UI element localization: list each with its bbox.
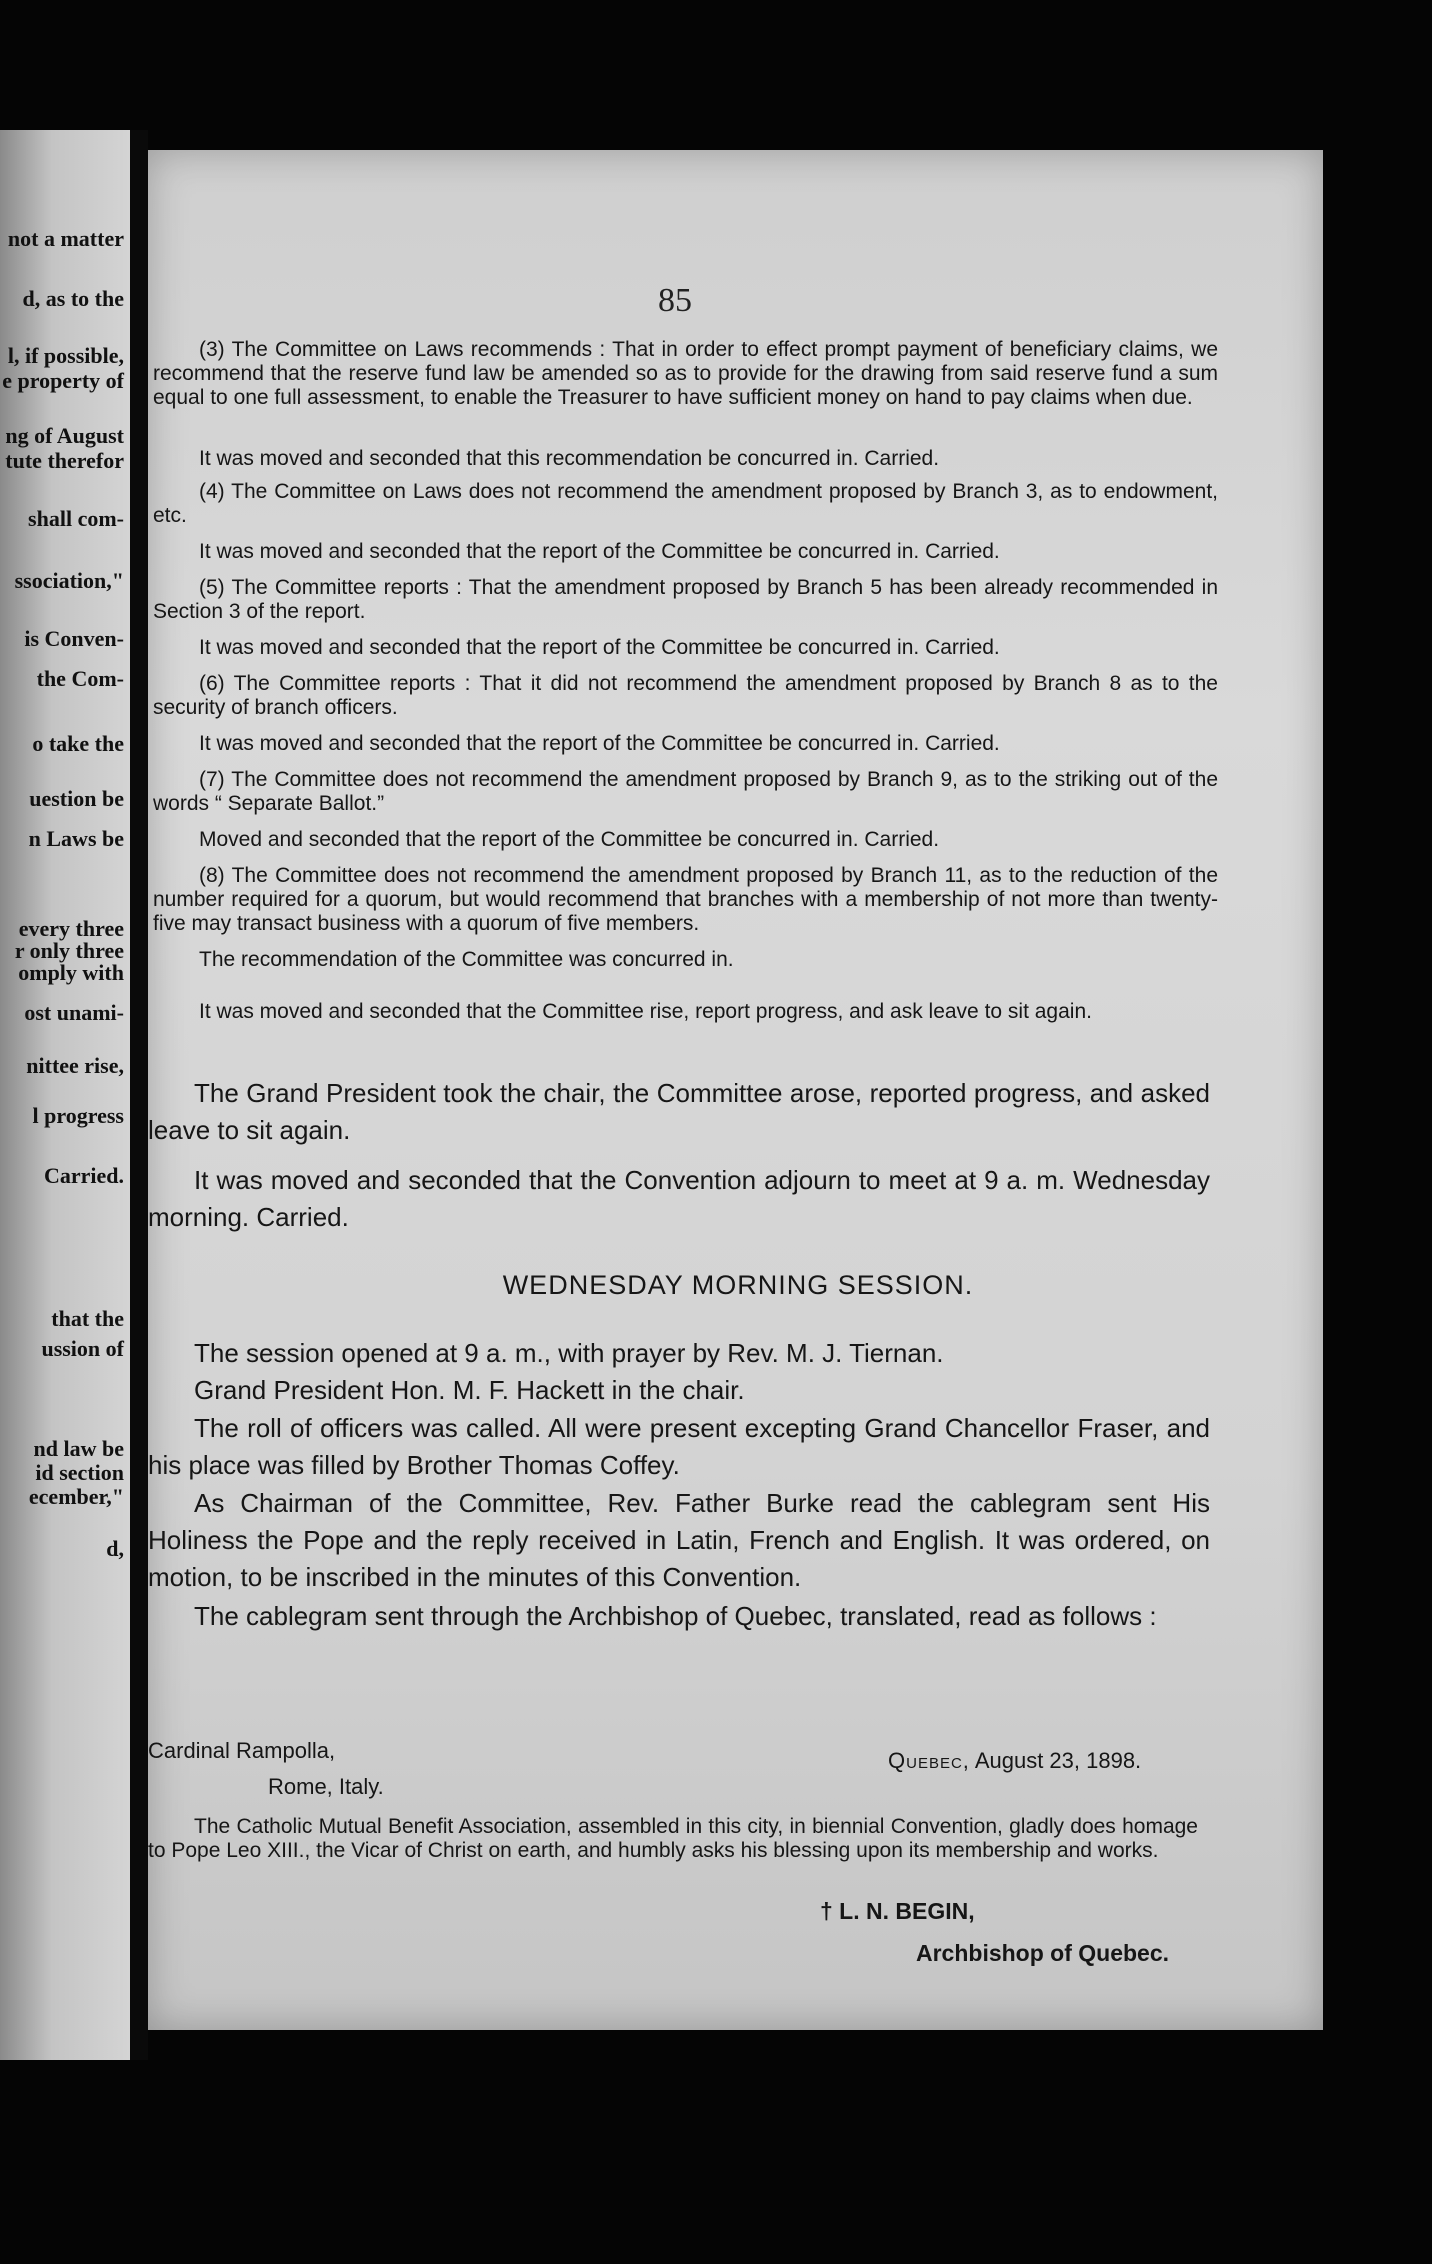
facing-page-fragment: ecember," (28, 1484, 124, 1509)
facing-page-fragment: ost unami- (24, 1000, 124, 1025)
paragraph-laws-4: (4) The Committee on Laws does not recommend the amendment proposed by Branch 3, as to endowment, etc. (153, 480, 1218, 527)
facing-page-edge (0, 130, 130, 2060)
facing-page-fragment: ussion of (41, 1336, 124, 1361)
facing-page-fragment: l progress (32, 1103, 124, 1128)
facing-page-fragment: r only three (14, 938, 124, 963)
paragraph-motion: Moved and seconded that the report of the Committee be concurred in. Carried. (199, 828, 940, 851)
letter-addressee-location: Rome, Italy. (268, 1774, 384, 1799)
facing-page-fragment: tute therefor (5, 448, 124, 473)
letter-dateline (888, 1748, 1141, 1774)
document-page (148, 150, 1323, 2030)
paragraph-recommendation: The recommendation of the Committee was concurred in. (199, 948, 734, 971)
paragraph-motion: It was moved and seconded that the report of the Committee be concurred in. Carried. (199, 636, 1000, 659)
facing-page-fragment: uestion be (29, 786, 124, 811)
facing-page-fragment: shall com- (28, 506, 124, 531)
paragraph-motion: It was moved and seconded that the report of the Committee be concurred in. Carried. (199, 540, 1000, 563)
section-heading: WEDNESDAY MORNING SESSION. (502, 1270, 974, 1300)
facing-page-fragment: not a matter (7, 226, 124, 251)
paragraph-laws-6: (6) The Committee reports : That it did not recommend the amendment proposed by Branch 8 as to the security of branch officers. (153, 672, 1218, 719)
facing-page-fragment: n Laws be (28, 826, 124, 851)
letter-body: The Catholic Mutual Benefit Association, assembled in this city, in biennial Convention, gladly does homage to Pope Leo XIII., the Vicar of Christ on earth, and humbly asks his blessing upon its membership and works. (148, 1815, 1198, 1862)
letter-signature-title: Archbishop of Quebec. (916, 1940, 1170, 1966)
book-gutter (130, 130, 148, 2060)
paragraph-laws-8: (8) The Committee does not recommend the amendment proposed by Branch 11, as to the reduction of the number required for a quorum, but would recommend that branches with a membership of not more than twenty-five may transact business with a quorum of five members. (153, 864, 1218, 935)
letter-place: Quebec, (888, 1748, 970, 1773)
letter-signature: † L. N. BEGIN, (820, 1898, 975, 1924)
facing-page-fragment: that the (51, 1306, 124, 1331)
letter-date: August 23, 1898. (974, 1748, 1142, 1773)
facing-page-fragment: d, as to the (22, 286, 124, 311)
facing-page-fragment: o take the (32, 731, 124, 756)
facing-page-fragment: d, (106, 1536, 124, 1561)
facing-page-fragment: the Com- (36, 666, 124, 691)
page-number: 85 (658, 282, 692, 319)
facing-page-fragment: every three (18, 916, 124, 941)
facing-page-fragment: nittee rise, (26, 1053, 124, 1078)
paragraph-roll-call: The roll of officers was called. All were present excepting Grand Chancellor Fraser, and his place was filled by Brother Thomas Coffey. (148, 1413, 1210, 1480)
facing-page-fragment: e property of (2, 368, 124, 393)
paragraph-grand-president: The Grand President took the chair, the Committee arose, reported progress, and asked leave to sit again. (148, 1078, 1210, 1145)
paragraph-laws-3: (3) The Committee on Laws recommends : That in order to effect prompt payment of beneficiary claims, we recommend that the reserve fund law be amended so as to provide for the drawing from said reserve fund a sum equal to one full assessment, to enable the Treasurer to have sufficient money on hand to pay claims when due. (153, 338, 1218, 409)
paragraph-committee-rise: It was moved and seconded that the Committee rise, report progress, and ask leave to sit again. (199, 1000, 1092, 1023)
paragraph-motion: It was moved and seconded that this recommendation be concurred in. Carried. (199, 447, 940, 470)
paragraph-cablegram-read: As Chairman of the Committee, Rev. Father Burke read the cablegram sent His Holiness the Pope and the reply received in Latin, French and English. It was ordered, on motion, to be inscribed in the minutes of this Convention. (148, 1488, 1210, 1592)
facing-page-fragment: is Conven- (24, 626, 124, 651)
paragraph-motion: It was moved and seconded that the report of the Committee be concurred in. Carried. (199, 732, 1000, 755)
facing-page-fragment: omply with (18, 960, 124, 985)
facing-page-fragment: id section (35, 1460, 124, 1485)
letter-addressee: Cardinal Rampolla, (148, 1738, 336, 1763)
facing-page-fragment: ng of August (5, 423, 124, 448)
paragraph-adjourn: It was moved and seconded that the Convention adjourn to meet at 9 a. m. Wednesday morning. Carried. (148, 1165, 1210, 1232)
facing-page-fragment: ssociation," (14, 568, 124, 593)
paragraph-chair: Grand President Hon. M. F. Hackett in the chair. (194, 1375, 745, 1405)
paragraph-laws-5: (5) The Committee reports : That the amendment proposed by Branch 5 has been already recommended in Section 3 of the report. (153, 576, 1218, 623)
paragraph-laws-7: (7) The Committee does not recommend the amendment proposed by Branch 9, as to the striking out of the words “ Separate Ballot.” (153, 768, 1218, 815)
facing-page-fragment: Carried. (43, 1163, 124, 1188)
paragraph-session-opened: The session opened at 9 a. m., with prayer by Rev. M. J. Tiernan. (194, 1338, 944, 1368)
facing-page-fragment: l, if possible, (7, 343, 124, 368)
facing-page-fragment: nd law be (33, 1436, 124, 1461)
paragraph-cablegram-intro: The cablegram sent through the Archbishop of Quebec, translated, read as follows : (194, 1601, 1157, 1631)
